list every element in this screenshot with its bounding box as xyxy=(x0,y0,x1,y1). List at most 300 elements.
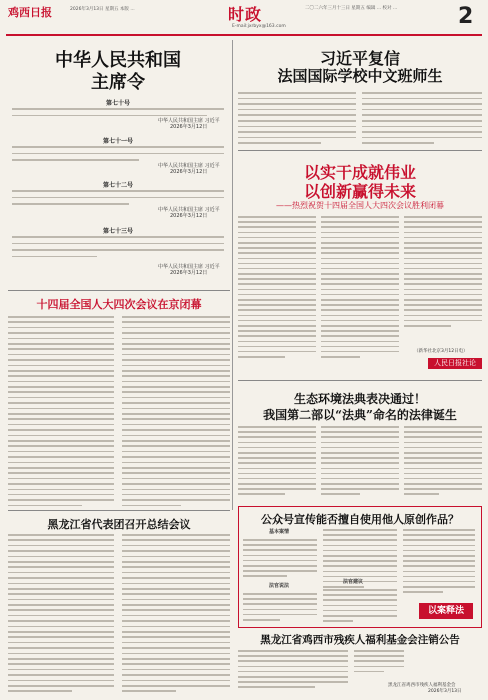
text-line xyxy=(323,560,397,562)
text-line xyxy=(8,418,114,420)
text-line xyxy=(404,325,451,327)
text-line xyxy=(354,650,404,652)
text-line xyxy=(323,565,397,567)
text-line xyxy=(8,658,114,660)
text-line xyxy=(8,429,114,431)
text-line xyxy=(323,545,397,547)
order-body xyxy=(12,190,224,205)
text-line xyxy=(404,315,482,317)
xi-reply-article xyxy=(238,40,482,150)
text-line xyxy=(122,456,230,458)
order-number: 第七十二号 xyxy=(102,182,133,189)
text-line xyxy=(122,391,230,393)
text-line xyxy=(8,381,114,383)
text-line xyxy=(404,436,482,438)
deregistration-notice xyxy=(238,630,482,698)
headline-line-1: 中华人民共和国 xyxy=(55,50,181,71)
text-line xyxy=(238,237,316,239)
text-line xyxy=(12,190,224,192)
text-line xyxy=(8,690,72,692)
text-line xyxy=(12,153,224,155)
case-law-tag: 以案释法 xyxy=(419,603,473,619)
text-line xyxy=(243,609,317,611)
text-line xyxy=(238,341,316,343)
text-line xyxy=(238,232,316,234)
text-line xyxy=(243,619,280,621)
text-line xyxy=(243,603,317,605)
headline: 黑龙江省代表团召开总结会议 xyxy=(47,518,191,531)
text-line xyxy=(122,316,230,318)
article-column xyxy=(238,426,316,495)
text-line xyxy=(403,555,475,557)
text-line xyxy=(243,598,317,600)
headline-line-1: 习近平复信 xyxy=(319,49,400,68)
text-line xyxy=(404,473,482,475)
text-line xyxy=(122,397,230,399)
text-line xyxy=(243,555,317,557)
editors-line: 二〇二六年三月十三日 星期五 编辑 ... 校对 ... xyxy=(305,6,398,11)
text-line xyxy=(321,232,399,234)
text-line xyxy=(8,435,114,437)
text-line xyxy=(404,226,482,228)
text-line xyxy=(354,655,404,657)
text-line xyxy=(403,534,475,536)
notice-date: 2026年3月13日 xyxy=(428,689,462,694)
text-line xyxy=(238,299,316,301)
text-line xyxy=(238,114,356,116)
text-line xyxy=(323,539,397,541)
text-line xyxy=(122,505,181,507)
text-line xyxy=(122,539,230,541)
text-line xyxy=(122,626,230,628)
text-line xyxy=(238,335,316,337)
headline: 黑龙江省鸡西市残疾人福利基金会注销公告 xyxy=(260,634,460,646)
text-line xyxy=(122,321,230,323)
text-line xyxy=(8,370,114,372)
text-line xyxy=(321,488,399,490)
text-line xyxy=(321,283,399,285)
text-line xyxy=(122,375,230,377)
article-column xyxy=(321,216,399,358)
subtitle: ——热烈祝贺十四届全国人大四次会议胜利闭幕 xyxy=(276,201,444,210)
text-line xyxy=(238,137,356,139)
text-line xyxy=(404,462,482,464)
text-line xyxy=(238,426,316,428)
section-email: E-mail:jxrbyx@163.com xyxy=(232,24,286,29)
text-line xyxy=(362,131,482,133)
text-line xyxy=(238,109,356,111)
text-line xyxy=(321,483,399,485)
text-line xyxy=(238,247,316,249)
text-line xyxy=(8,604,114,606)
text-line xyxy=(323,615,397,617)
text-line xyxy=(12,236,224,238)
text-line xyxy=(321,320,399,322)
text-line xyxy=(404,468,482,470)
text-line xyxy=(8,545,114,547)
order-date: 2026年3月12日 xyxy=(170,124,208,130)
text-line xyxy=(404,247,482,249)
text-line xyxy=(122,669,230,671)
text-line xyxy=(8,483,114,485)
text-line xyxy=(323,594,397,596)
text-line xyxy=(404,216,482,218)
text-line xyxy=(238,252,316,254)
text-line xyxy=(238,283,316,285)
text-line xyxy=(404,493,439,495)
text-line xyxy=(238,452,316,454)
text-line xyxy=(8,316,114,318)
text-line xyxy=(321,335,399,337)
text-line xyxy=(238,268,316,270)
text-line xyxy=(238,304,316,306)
text-line xyxy=(122,588,230,590)
text-line xyxy=(321,341,399,343)
text-line xyxy=(323,610,397,612)
text-line xyxy=(321,468,399,470)
text-line xyxy=(12,203,129,205)
text-line xyxy=(122,556,230,558)
text-line xyxy=(238,120,356,122)
text-line xyxy=(8,505,82,507)
text-line xyxy=(321,252,399,254)
text-line xyxy=(122,343,230,345)
order-signature: 中华人民共和国主席 习近平 xyxy=(158,163,220,169)
text-line xyxy=(321,315,399,317)
text-line xyxy=(404,426,482,428)
text-line xyxy=(404,309,482,311)
text-line xyxy=(321,226,399,228)
article-column xyxy=(403,529,475,593)
text-line xyxy=(122,631,230,633)
text-line xyxy=(122,370,230,372)
text-line xyxy=(8,685,114,687)
text-line xyxy=(238,330,316,332)
order-body xyxy=(12,236,224,257)
text-line xyxy=(8,609,114,611)
text-line xyxy=(321,356,360,358)
text-line xyxy=(404,258,482,260)
text-line xyxy=(243,539,317,541)
text-line xyxy=(238,493,285,495)
text-line xyxy=(403,545,475,547)
order-signature: 中华人民共和国主席 习近平 xyxy=(158,207,220,213)
text-line xyxy=(403,591,443,593)
text-line xyxy=(122,451,230,453)
text-line xyxy=(122,332,230,334)
headline-line-1: 生态环境法典表决通过！ xyxy=(293,392,426,406)
text-line xyxy=(243,575,287,577)
text-line xyxy=(122,685,230,687)
text-line xyxy=(122,338,230,340)
article-column xyxy=(243,593,317,621)
text-line xyxy=(238,242,316,244)
text-line xyxy=(404,252,482,254)
text-line xyxy=(362,103,482,105)
column-divider xyxy=(232,40,233,510)
text-line xyxy=(321,299,399,301)
text-line xyxy=(238,142,321,144)
masthead-divider xyxy=(6,34,482,36)
text-line xyxy=(8,494,114,496)
order-date: 2026年3月12日 xyxy=(170,270,208,276)
text-line xyxy=(321,273,399,275)
text-line xyxy=(8,489,114,491)
text-line xyxy=(238,351,316,353)
text-line xyxy=(238,686,315,688)
text-line xyxy=(403,586,475,588)
text-line xyxy=(8,577,114,579)
text-line xyxy=(122,483,230,485)
npc-closing-article xyxy=(8,294,230,508)
text-line xyxy=(238,103,356,105)
text-line xyxy=(8,550,114,552)
text-line xyxy=(122,478,230,480)
heilongjiang-article xyxy=(8,514,230,696)
text-line xyxy=(122,690,176,692)
article-column xyxy=(243,539,317,577)
text-line xyxy=(122,572,230,574)
text-line xyxy=(323,605,397,607)
eco-code-article xyxy=(238,384,482,504)
headline: 十四届全国人大四次会议在京闭幕 xyxy=(36,298,202,311)
text-line xyxy=(404,483,482,485)
text-line xyxy=(122,534,230,536)
text-line xyxy=(238,671,348,673)
text-line xyxy=(238,462,316,464)
text-line xyxy=(8,556,114,558)
text-line xyxy=(122,593,230,595)
subheading: 法官说法 xyxy=(269,583,290,589)
text-line xyxy=(243,560,317,562)
text-line xyxy=(122,462,230,464)
text-line xyxy=(238,483,316,485)
text-line xyxy=(238,216,316,218)
text-line xyxy=(8,375,114,377)
text-line xyxy=(362,120,482,122)
text-line xyxy=(243,593,317,595)
text-line xyxy=(321,263,399,265)
text-line xyxy=(404,232,482,234)
text-line xyxy=(122,467,230,469)
text-line xyxy=(122,566,230,568)
text-line xyxy=(243,544,317,546)
text-line xyxy=(8,583,114,585)
article-column xyxy=(238,92,356,144)
text-line xyxy=(12,249,224,251)
text-line xyxy=(321,258,399,260)
text-line xyxy=(321,462,399,464)
text-line xyxy=(404,237,482,239)
text-line xyxy=(122,359,230,361)
text-line xyxy=(404,304,482,306)
text-line xyxy=(122,327,230,329)
text-line xyxy=(122,445,230,447)
text-line xyxy=(238,436,316,438)
text-line xyxy=(362,137,482,139)
article-column xyxy=(404,426,482,495)
text-line xyxy=(404,457,482,459)
text-line xyxy=(321,442,399,444)
text-line xyxy=(238,320,316,322)
newspaper-logo: 鸡西日报 xyxy=(8,6,52,19)
text-line xyxy=(321,247,399,249)
publication-meta: 2026年3月13日 星期五 本版 ... xyxy=(70,7,135,12)
text-line xyxy=(122,663,230,665)
text-line xyxy=(238,457,316,459)
text-line xyxy=(321,330,399,332)
text-line xyxy=(354,666,404,668)
order-number: 第七十号 xyxy=(105,100,130,107)
headline: 公众号宣传能否擅自使用他人原创作品？ xyxy=(261,513,459,526)
order-signature: 中华人民共和国主席 习近平 xyxy=(158,118,220,124)
text-line xyxy=(8,593,114,595)
text-line xyxy=(238,473,316,475)
text-line xyxy=(8,386,114,388)
section-divider xyxy=(238,380,482,381)
text-line xyxy=(238,431,316,433)
text-line xyxy=(122,429,230,431)
text-line xyxy=(238,126,356,128)
text-line xyxy=(321,351,399,353)
text-line xyxy=(8,424,114,426)
text-line xyxy=(122,550,230,552)
article-column xyxy=(8,534,114,692)
article-column xyxy=(122,316,230,506)
text-line xyxy=(8,566,114,568)
text-line xyxy=(238,278,316,280)
text-line xyxy=(122,599,230,601)
headline-line-2: 我国第二部以“法典”命名的法律诞生 xyxy=(263,408,457,422)
text-line xyxy=(8,343,114,345)
text-line xyxy=(8,642,114,644)
text-line xyxy=(243,549,317,551)
text-line xyxy=(122,658,230,660)
article-column xyxy=(8,316,114,506)
text-line xyxy=(404,299,482,301)
text-line xyxy=(321,436,399,438)
text-line xyxy=(404,320,482,322)
text-line xyxy=(122,642,230,644)
text-line xyxy=(323,589,397,591)
text-line xyxy=(8,588,114,590)
text-line xyxy=(404,268,482,270)
text-line xyxy=(238,325,316,327)
subheading: 法官建议 xyxy=(343,579,364,585)
text-line xyxy=(122,545,230,547)
text-line xyxy=(323,599,397,601)
text-line xyxy=(403,565,475,567)
text-line xyxy=(8,572,114,574)
text-line xyxy=(122,674,230,676)
text-line xyxy=(321,309,399,311)
text-line xyxy=(8,451,114,453)
text-line xyxy=(238,681,348,683)
text-line xyxy=(12,243,224,245)
subheading: 基本案情 xyxy=(269,529,290,535)
text-line xyxy=(238,315,316,317)
text-line xyxy=(362,114,482,116)
text-line xyxy=(8,620,114,622)
text-line xyxy=(8,348,114,350)
text-line xyxy=(238,258,316,260)
text-line xyxy=(8,327,114,329)
text-line xyxy=(8,440,114,442)
text-line xyxy=(8,561,114,563)
text-line xyxy=(8,462,114,464)
text-line xyxy=(323,550,397,552)
text-line xyxy=(321,304,399,306)
article-column xyxy=(321,426,399,495)
text-line xyxy=(8,478,114,480)
text-line xyxy=(8,674,114,676)
text-line xyxy=(404,488,482,490)
text-line xyxy=(362,98,482,100)
text-line xyxy=(122,653,230,655)
text-line xyxy=(321,289,399,291)
text-line xyxy=(122,615,230,617)
text-line xyxy=(404,273,482,275)
text-line xyxy=(403,560,475,562)
text-line xyxy=(122,381,230,383)
text-line xyxy=(8,626,114,628)
text-line xyxy=(238,294,316,296)
text-line xyxy=(238,226,316,228)
text-line xyxy=(403,529,475,531)
text-line xyxy=(8,359,114,361)
text-line xyxy=(323,620,353,622)
text-line xyxy=(323,571,397,573)
text-line xyxy=(321,242,399,244)
text-line xyxy=(122,424,230,426)
text-line xyxy=(243,565,317,567)
text-line xyxy=(238,289,316,291)
text-line xyxy=(362,126,482,128)
text-line xyxy=(321,237,399,239)
text-line xyxy=(122,472,230,474)
text-line xyxy=(8,539,114,541)
text-line xyxy=(321,452,399,454)
text-line xyxy=(122,418,230,420)
text-line xyxy=(238,488,316,490)
text-line xyxy=(238,309,316,311)
article-column xyxy=(404,216,482,327)
order-date: 2026年3月12日 xyxy=(170,213,208,219)
headline-line-2: 以创新赢得未来 xyxy=(303,182,416,201)
text-line xyxy=(8,467,114,469)
text-line xyxy=(403,571,475,573)
text-line xyxy=(8,653,114,655)
text-line xyxy=(8,445,114,447)
order-number: 第七十一号 xyxy=(102,138,133,145)
text-line xyxy=(8,354,114,356)
copyright-case-box xyxy=(238,506,482,628)
text-line xyxy=(321,447,399,449)
text-line xyxy=(122,402,230,404)
text-line xyxy=(8,499,114,501)
text-line xyxy=(8,534,114,536)
text-line xyxy=(238,655,348,657)
text-line xyxy=(238,92,356,94)
order-number: 第七十三号 xyxy=(102,228,133,235)
text-line xyxy=(12,115,207,117)
text-line xyxy=(404,263,482,265)
text-line xyxy=(403,539,475,541)
text-line xyxy=(238,468,316,470)
text-line xyxy=(243,614,317,616)
text-line xyxy=(8,397,114,399)
text-line xyxy=(8,408,114,410)
